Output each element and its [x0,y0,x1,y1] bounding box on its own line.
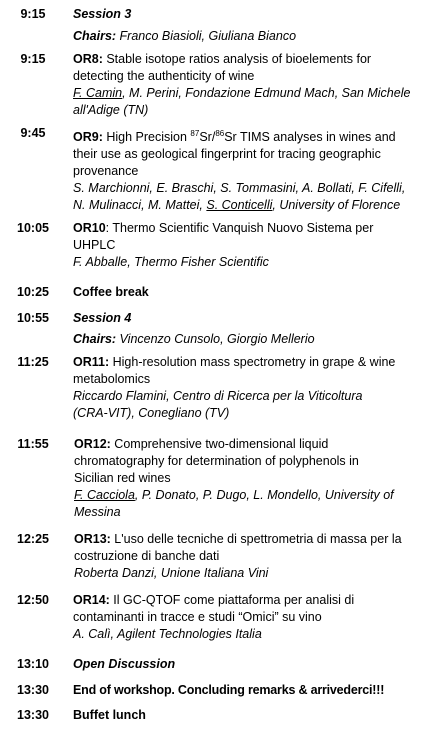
chairs-names: Vincenzo Cunsolo, Giorgio Mellerio [116,332,315,346]
talk-title [74,531,432,548]
time-label: 13:30 [17,708,49,722]
time-label: 10:55 [17,311,49,325]
talk-authors-text: , P. Donato, P. Dugo, L. Mondello, University of [134,488,394,502]
talk-authors: Roberta Danzi, Unione Italiana Vini [74,566,269,580]
talk-title-line2: their use as geological fingerprint for tracing geographic [73,147,381,162]
talk-authors-text: N. Mulinacci, M. Mattei, [73,198,207,213]
talk-authors-text: , M. Perini, Fondazione Edmund Mach, San Michele [122,86,411,100]
talk-title-line3: provenance [73,164,139,179]
time-label: 10:25 [17,285,49,299]
talk-title-line2: chromatography for determination of polyphenols in [74,454,359,468]
discussion-label: Open Discussion [73,657,176,671]
time-label: 13:10 [17,657,49,671]
talk-title [73,51,431,68]
talk-code: OR10 [73,221,106,235]
presenting-author: S. Conticelli [206,198,273,213]
talk-title-text: Stable isotope ratios analysis of bioelements for [102,52,372,66]
time-label: 13:30 [17,683,49,697]
talk-code: OR14: [73,593,110,607]
talk-title-line2: contaminanti in tracce e studi “Omici” su vino [73,610,322,624]
time-label: 9:15 [20,7,46,21]
time-label: 12:50 [17,593,49,607]
talk-authors: Riccardo Flamini, Centro di Ricerca per la Viticoltura [73,389,363,403]
presenting-author: F. Cacciola [74,488,135,502]
talk-title-text: Sr TIMS analyses in wines and [224,130,396,145]
talk-code: OR11: [73,355,110,369]
talk-title-line2: metabolomics [73,372,151,386]
talk-authors [73,85,431,102]
closing-label: End of workshop. Concluding remarks & arrivederci!!! [73,683,385,697]
chairs-line [73,331,431,348]
talk-authors-line2: all'Adige (TN) [73,103,149,117]
talk-title-text: High-resolution mass spectrometry in grape & wine [109,355,396,369]
break-label: Coffee break [73,285,149,299]
chairs-label: Chairs: [73,332,117,346]
talk-authors: A. Calì, Agilent Technologies Italia [73,627,262,641]
talk-code: OR13: [74,532,111,546]
lunch-label: Buffet lunch [73,708,146,722]
talk-code: OR12: [74,437,111,451]
time-label: 10:05 [17,221,49,235]
talk-code: OR8: [73,52,103,66]
isotope-superscript: 87 [190,129,200,138]
talk-title-line2: UHPLC [73,238,116,252]
talk-title-text: : Thermo Scientific Vanquish Nuovo Sistema per [105,221,374,235]
talk-authors: F. Abballe, Thermo Fisher Scientific [73,255,269,269]
chairs-names: Franco Biasioli, Giuliana Bianco [116,29,297,43]
talk-authors-line2: (CRA-VIT), Conegliano (TV) [73,406,230,420]
talk-title-line2: detecting the authenticity of wine [73,69,255,83]
time-label: 12:25 [17,532,49,546]
time-label: 9:15 [20,52,46,66]
talk-code: OR9: [73,130,103,145]
isotope-superscript: 86 [215,129,225,138]
element-symbol: Sr/ [199,130,216,145]
talk-authors-text: , University of Florence [272,198,401,213]
time-label: 9:45 [20,126,46,140]
session-title: Session 3 [73,7,132,21]
talk-title [73,592,431,609]
talk-title-text: L'uso delle tecniche di spettrometria di massa per la [110,532,402,546]
chairs-label: Chairs: [73,29,117,43]
talk-authors-line2: Messina [74,505,121,519]
talk-title [73,354,431,371]
talk-title [73,125,431,146]
talk-authors: S. Marchionni, E. Braschi, S. Tommasini, A. Bollati, F. Cifelli, [73,181,406,196]
talk-title-line2: costruzione di banche dati [74,549,220,563]
talk-title [74,436,432,453]
time-label: 11:55 [17,437,49,451]
talk-title-text: High Precision [102,130,191,145]
talk-title-text: Il GC-QTOF come piattaforma per analisi di [109,593,355,607]
talk-title-text: Comprehensive two-dimensional liquid [110,437,329,451]
talk-authors [74,487,432,504]
talk-authors-line2 [73,197,431,214]
session-title: Session 4 [73,311,132,325]
talk-title-line3: Sicilian red wines [74,471,171,485]
time-label: 11:25 [17,355,49,369]
presenting-author: F. Camin [73,86,123,100]
talk-title [73,220,431,237]
chairs-line [73,28,431,45]
